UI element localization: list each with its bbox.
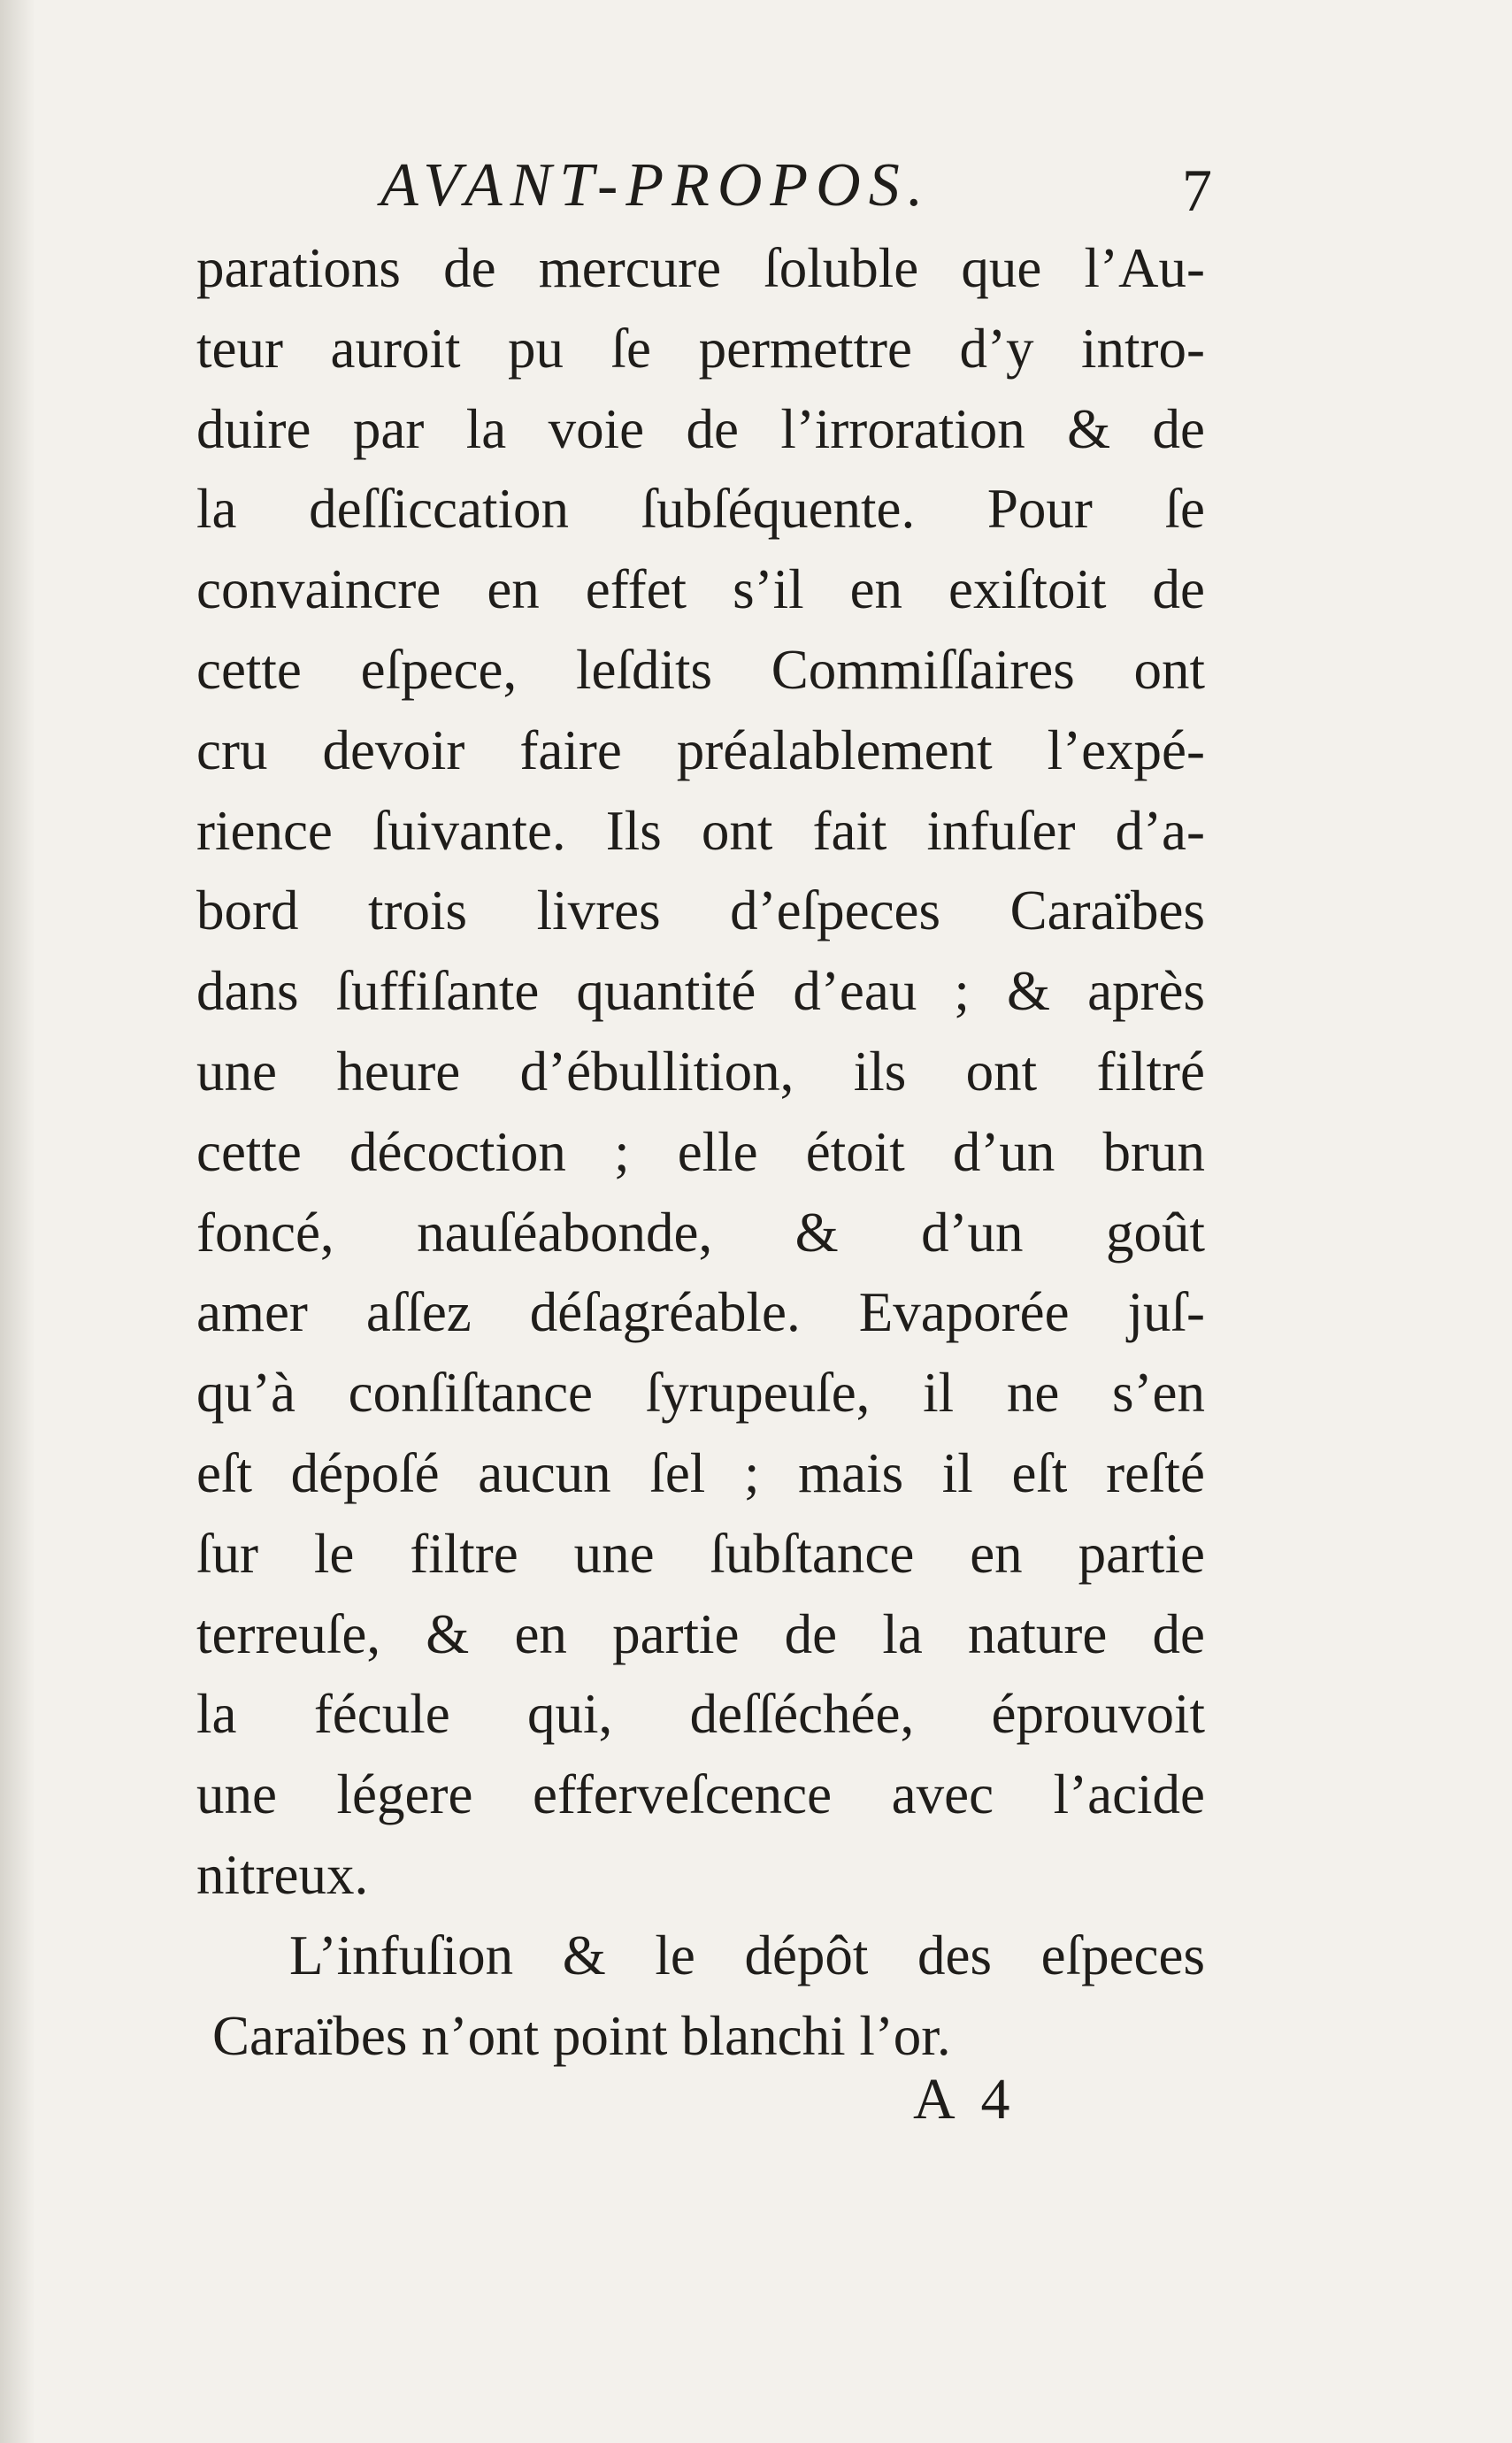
text-line: nitreux.	[196, 1843, 369, 1906]
text-line: qu’à conſiſtance ſyrupeuſe, il ne s’en	[196, 1362, 1205, 1425]
text-line: une heure d’ébullition, ils ont filtré	[196, 1040, 1205, 1102]
body-text	[196, 228, 1205, 2076]
text-line: teur auroit pu ſe permettre d’y intro-	[196, 317, 1205, 380]
text-line: eſt dépoſé aucun ſel ; mais il eſt reſté	[196, 1441, 1205, 1504]
page-number: 7	[1182, 157, 1212, 224]
text-line: convaincre en effet s’il en exiſtoit de	[196, 558, 1205, 621]
text-line: bord trois livres d’eſpeces Caraïbes	[196, 880, 1205, 942]
text-line: duire par la voie de l’irroration & de	[196, 397, 1205, 460]
text-line: la deſſiccation ſubſéquente. Pour ſe	[196, 478, 1205, 541]
text-line: cru devoir faire préalablement l’expé-	[196, 718, 1205, 781]
text-line: parations de mercure ſoluble que l’Au-	[196, 237, 1205, 299]
text-line: la fécule qui, deſſéchée, éprouvoit	[196, 1683, 1205, 1746]
text-line: terreuſe, & en partie de la nature de	[196, 1602, 1205, 1665]
page-header	[372, 150, 1212, 230]
text-line: dans ſuffiſante quantité d’eau ; & après	[196, 960, 1205, 1023]
text-line: amer aſſez déſagréable. Evaporée juſ-	[196, 1281, 1205, 1344]
running-head: AVANT-PROPOS.	[380, 151, 932, 219]
text-line: ſur le filtre une ſubſtance en partie	[196, 1522, 1205, 1585]
paragraph-first-line: L’infuſion & le dépôt des eſpeces	[289, 1924, 1205, 1986]
text-line: cette décoction ; elle étoit d’un brun	[196, 1120, 1205, 1183]
text-line: cette eſpece, leſdits Commiſſaires ont	[196, 638, 1205, 701]
text-line: une légere efferveſcence avec l’acide	[196, 1763, 1205, 1826]
signature-mark: A 4	[913, 2067, 1017, 2132]
text-line: Caraïbes n’ont point blanchi l’or.	[212, 2004, 951, 2067]
text-line: rience ſuivante. Ils ont fait infuſer d’a-	[196, 799, 1205, 862]
text-line: foncé, nauſéabonde, & d’un goût	[196, 1201, 1205, 1264]
